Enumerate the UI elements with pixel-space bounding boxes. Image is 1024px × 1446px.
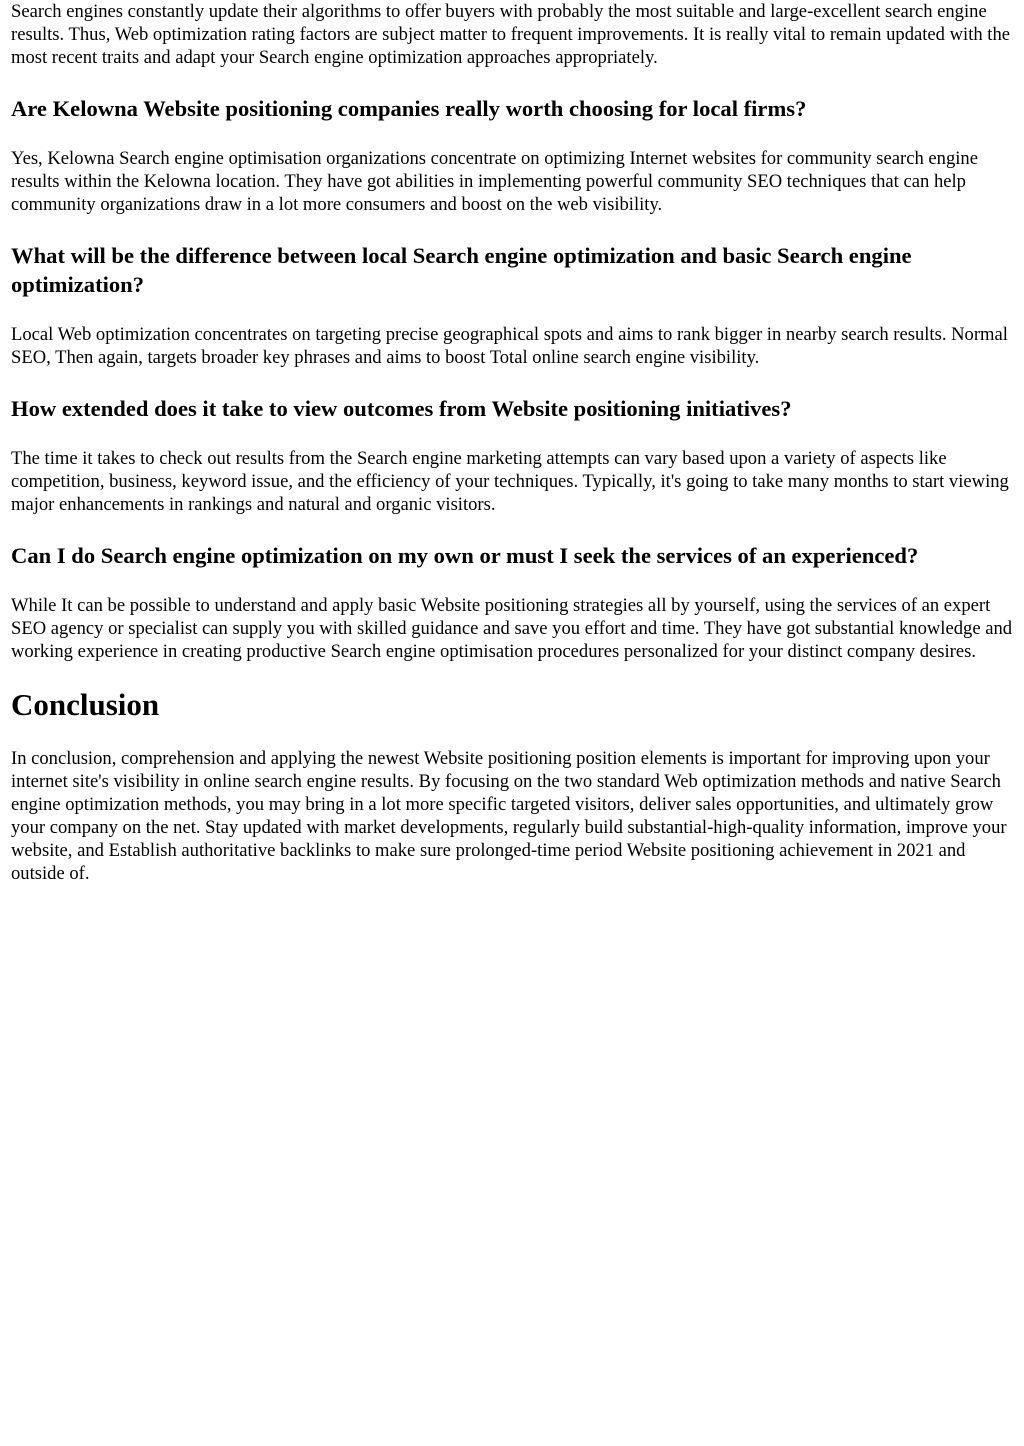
conclusion-paragraph: In conclusion, comprehension and applying the newest Website positioning position elements is important for improving upon your internet site's visibility in online search engine results. By focusing on the two standard Web optimization methods and native Search engine optimization methods, you may bring in a lot more specific targeted visitors, deliver sales opportunities, and ultimately grow your company on the net. Stay updated with market developments, regularly build substantial-high-quality information, improve your website, and Establish authoritative backlinks to make sure prolonged-time period Website positioning achievement in 2021 and outside of. <box>11 748 1007 884</box>
faq-answer-local-vs-basic: Local Web optimization concentrates on targeting precise geographical spots and aims to rank bigger in nearby search results. Normal SEO, Then again, targets broader key phrases and aims to boost Total online search engine visibility. <box>11 324 1008 368</box>
faq-answer-local-firms: Yes, Kelowna Search engine optimisation organizations concentrate on optimizing Internet websites for community search engine results within the Kelowna location. They have got abilities in implementing powerful community SEO techniques that can help community organizations draw in a lot more consumers and boost on the web visibility. <box>11 148 978 215</box>
faq-question-time-to-results: How extended does it take to view outcomes from Website positioning initiatives? <box>11 396 792 421</box>
faq-question-diy-or-expert: Can I do Search engine optimization on my own or must I seek the services of an experienced? <box>11 543 919 568</box>
conclusion-heading: Conclusion <box>11 687 160 722</box>
faq-answer-time-to-results: The time it takes to check out results from the Search engine marketing attempts can vary based upon a variety of aspects like competition, business, keyword issue, and the efficiency of your techniques. Typically, it's going to take many months to start viewing major enhancements in rankings and natural and organic visitors. <box>11 448 1009 515</box>
intro-paragraph: Search engines constantly update their algorithms to offer buyers with probably the most suitable and large-excellent search engine results. Thus, Web optimization rating factors are subject matter to frequent improvements. It is really vital to remain updated with the most recent traits and adapt your Search engine optimization approaches appropriately. <box>11 1 1011 68</box>
faq-question-local-firms: Are Kelowna Website positioning companies really worth choosing for local firms? <box>11 96 807 121</box>
faq-question-local-vs-basic: What will be the difference between local Search engine optimization and basic Search engine optimization? <box>11 243 912 297</box>
faq-answer-diy-or-expert: While It can be possible to understand and apply basic Website positioning strategies all by yourself, using the services of an expert SEO agency or specialist can supply you with skilled guidance and save you effort and time. They have got substantial knowledge and working experience in creating productive Search engine optimisation procedures personalized for your distinct company desires. <box>11 595 1013 662</box>
